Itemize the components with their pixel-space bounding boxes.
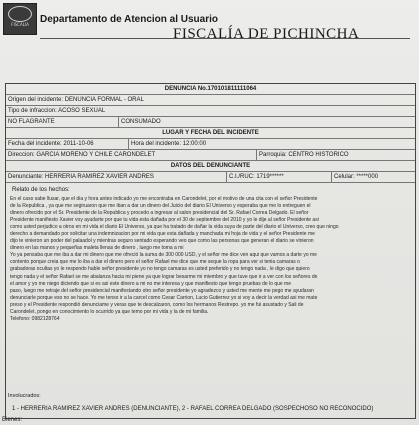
- bienes-label: Bienes:: [2, 417, 23, 423]
- consumado-field: CONSUMADO: [118, 117, 221, 127]
- relato-line: como usted perjudico a otros en mi vida el diario El Universo, ya que ha tratado de dañar la vida suya de parte del diario el Universo, creo que ningo: [10, 224, 339, 231]
- row-denunciante: [6, 172, 415, 183]
- relato-line: denunciarle porque eso no se hace. Yo me tenso ir a la carcel como Cesar Carrion, Lucio Gutierrez yo si voy a decir la verdad asi me mate: [10, 294, 318, 301]
- tipo-field: Tipo de infraccion: ACOSO SEXUAL: [8, 108, 106, 114]
- denunciante-heading: DATOS DEL DENUNCIANTE: [6, 161, 415, 172]
- denunciante-name: Denunciante: HERRERIA RAMIREZ XAVIER ANDRES: [8, 174, 154, 180]
- relato-line: el amor y yo me niego diciendo que si es asi este dinero a mi no me interesa y que manifiesto que tengo pruebas de lo que me: [10, 280, 291, 287]
- denuncia-form: [5, 83, 416, 419]
- row-fecha: [6, 139, 415, 150]
- row-tipo: [6, 106, 415, 117]
- relato-label: Relato de los hechos:: [12, 187, 70, 193]
- relato-line: Presidente manifiesto Xavier voy ayudarte por que tu vida esta dañada por el 30 de septiembre del 2010 y yo le dije al señor Presidente asi: [10, 217, 319, 224]
- relato-line: dijo te vinieron un poder del palaadol y mientras seguro sentado esperando veo que como las personas que generan el diario se vinieron: [10, 238, 314, 245]
- seal-icon: [8, 6, 32, 22]
- relato-line: paso, luego me retraje del señor presidencial manifestando otro señor presidente yo agradezco y usted me mente me pego me ayudaran: [10, 287, 314, 294]
- celular-field: Celular: *****000: [331, 172, 414, 182]
- relato-line: grabadoras ocultas yo le respondo hable señor presidente yo no tengo camaras es usted preferido y no tengo nada , le digo que quiero: [10, 266, 310, 273]
- fiscalia-logo: [3, 3, 37, 35]
- parroquia-field: Parroquia: CENTRO HISTORICO: [256, 150, 414, 160]
- logo-text: FISCALIA: [11, 22, 29, 27]
- relato-line: derecho a demandado por solicitar una indemnizacion por mi vida que esta dañada y manchada mi hoja de vida y el señor Presidente me: [10, 231, 315, 238]
- row-flagrante: [6, 117, 415, 128]
- relato-line: tengo nada y el señor Rafael se me abalanza hacia mi piene ya que lograr besarme mi miembro y que tuve que ir a ver con los señores de: [10, 273, 318, 280]
- lugar-heading: LUGAR Y FECHA DEL INCIDENTE: [6, 128, 415, 139]
- hora-field: Hora del incidente: 12:00:00: [128, 139, 414, 149]
- relato-body: [10, 196, 410, 323]
- relato-line: preso y el Presidente respondió denunciame y veras que te descalzaron, como los hermanos Restrepo. yo me fui asustado y Sali de: [10, 301, 304, 308]
- header-divider: [40, 38, 410, 39]
- relato-line: Yo ya pensaba que me iba a dar mi dinero que me ofreció la suma de 300 000 USD, y el señor me dice ven aqui que vamos a darte yo me: [10, 252, 317, 259]
- relato-line: Carondelet, pongo en conocimiento lo ocurrido ya que temo por mi vida y la de mi familia.: [10, 308, 209, 315]
- relato-line: En el caso sabe llusar, que el dia y hora antes indicado yo me encontraba en Carondelet, por el motivo de una cita con el señor Presidente: [10, 196, 318, 202]
- fecha-field: Fecha del incidente: 2011-10-06: [8, 141, 94, 147]
- involucrados-list: 1 - HERRERIA RAMIREZ XAVIER ANDRES (DENUNCIANTE), 2 - RAFAEL CORREA DELGADO (SOSPECHOSO NO RECONOCIDO): [12, 406, 374, 412]
- flagrante-field: NO FLAGRANTE: [8, 119, 55, 125]
- relato-line: dinero en las manos y pequeñas maleta llenas de dinero , luego me toma a mi: [10, 245, 184, 252]
- direccion-field: Direccion: GARCIA MORENO Y CHILE CARONDELET: [8, 152, 156, 158]
- relato-line: contento porque creia que me lo iba a dar el dinero pero el señor Rafael me dice que me seque la ropa para ver si tenia camaras o: [10, 259, 300, 266]
- relato-line: de la Republica , ya que me segiruaron que me iban a dar un dinero del Juicio del diario El Universo y esperaba que me lo entreguen el: [10, 203, 311, 210]
- relato-line: Telefono: 0982128764: [10, 315, 60, 322]
- involucrados-label: Involucrados:: [8, 393, 41, 399]
- department-title: Departamento de Atencion al Usuario: [40, 14, 218, 25]
- relato-line: dinero ofrecido por el Sr. Presidente de la Republica y procedo a ingresar al salon presidencial del Sr. Rafael Correa Delgado. El señor: [10, 210, 309, 217]
- office-title: FISCALÍA DE PICHINCHA: [173, 26, 360, 42]
- denuncia-number: DENUNCIA No.170101811111064: [6, 84, 415, 95]
- origen-field: Origen del incidente: DENUNCIA FORMAL - ORAL: [8, 97, 144, 103]
- row-origen: [6, 95, 415, 106]
- row-direccion: [6, 150, 415, 161]
- ci-field: C.I./RUC: 1719******: [226, 172, 329, 182]
